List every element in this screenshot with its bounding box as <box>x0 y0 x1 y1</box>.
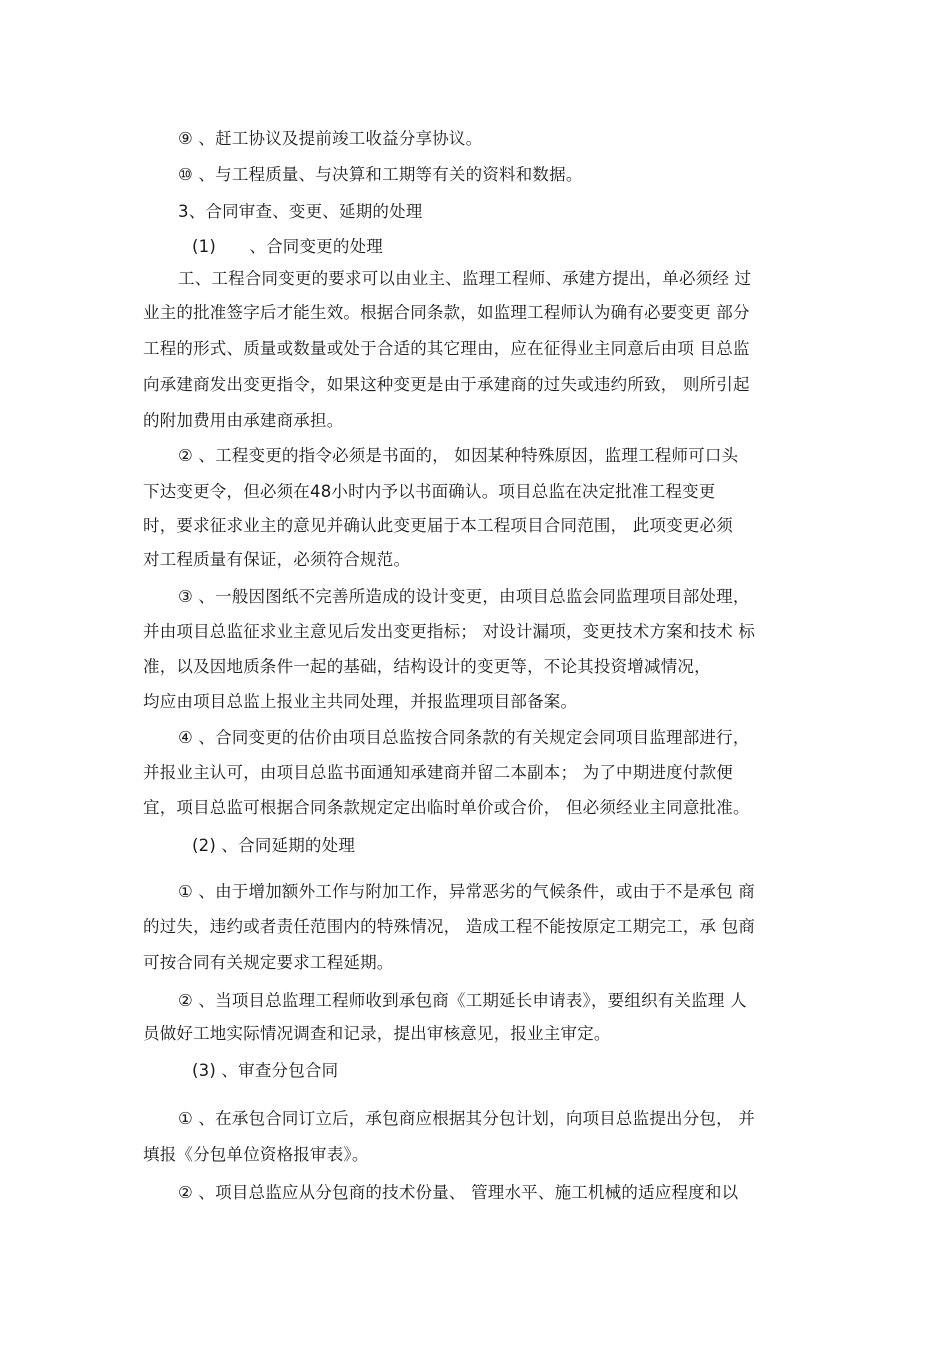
paragraph-line: 下达变更令，但必须在48小时内予以书面确认。项目总监在决定批准工程变更 <box>143 482 716 501</box>
paragraph-line: 可按合同有关规定要求工程延期。 <box>143 953 394 972</box>
subsection-heading-3: (3) 、审查分包合同 <box>192 1061 339 1080</box>
subsection-heading-1: (1) 、合同变更的处理 <box>192 237 383 256</box>
paragraph-line: 员做好工地实际情况调查和记录，提出审核意见，报业主审定。 <box>143 1024 611 1043</box>
paragraph-line: 工、工程合同变更的要求可以由业主、监理工程师、承建方提出，单必须经 过 <box>178 269 752 288</box>
paragraph-line: 宜，项目总监可根据合同条款规定定出临时单价或合价， 但必须经业主同意批准。 <box>143 798 750 817</box>
paragraph-line: ② 、项目总监应从分包商的技术份量、 管理水平、施工机械的适应程度和以 <box>178 1183 739 1202</box>
subsection-heading-2: (2) 、合同延期的处理 <box>192 836 356 855</box>
paragraph-line: 均应由项目总监上报业主共同处理，并报监理项目部备案。 <box>143 692 578 711</box>
paragraph-line: 并报业主认可，由项目总监书面通知承建商并留二本副本； 为了中期进度付款便 <box>143 763 733 782</box>
paragraph-line: 填报《分包单位资格报审表》。 <box>143 1145 369 1164</box>
paragraph-line: ② 、当项目总监理工程师收到承包商《工期延长申请表》，要组织有关监理 人 <box>178 991 747 1010</box>
paragraph-line: 时，要求征求业主的意见并确认此变更届于本工程项目合同范围， 此项变更必须 <box>143 516 733 535</box>
paragraph-line: ③ 、一般因图纸不完善所造成的设计变更，由项目总监会同监理项目部处理， <box>178 587 750 606</box>
paragraph-line: 工程的形式、质量或数量或处于合适的其它理由，应在征得业主同意后由项 目总监 <box>143 339 750 358</box>
list-item-10: ⑩ 、与工程质量、与决算和工期等有关的资料和数据。 <box>178 165 583 184</box>
paragraph-line: ④ 、合同变更的估价由项目总监按合同条款的有关规定会同项目监理部进行， <box>178 728 750 747</box>
paragraph-line: ① 、在承包合同订立后，承包商应根据其分包计划，向项目总监提出分包， 并 <box>178 1109 755 1128</box>
section-heading-3: 3、合同审查、变更、延期的处理 <box>178 202 423 221</box>
paragraph-line: ② 、工程变更的指令必须是书面的， 如因某种特殊原因，监理工程师可口头 <box>178 446 739 465</box>
paragraph-line: 的过失，违约或者责任范围内的特殊情况， 造成工程不能按原定工期完工，承 包商 <box>143 917 756 936</box>
paragraph-line: 业主的批准签字后才能生效。根据合同条款，如监理工程师认为确有必要变更 部分 <box>143 303 750 322</box>
paragraph-line: 向承建商发出变更指令，如果这种变更是由于承建商的过失或违约所致， 则所引起 <box>143 375 750 394</box>
paragraph-line: 的附加费用由承建商承担。 <box>143 411 344 430</box>
paragraph-line: 准，以及因地质条件一起的基础，结构设计的变更等，不论其投资增减情况， <box>143 657 711 676</box>
paragraph-line: ① 、由于增加额外工作与附加工作，异常恶劣的气候条件，或由于不是承包 商 <box>178 882 755 901</box>
paragraph-line: 对工程质量有保证，必须符合规范。 <box>143 550 411 569</box>
paragraph-line: 并由项目总监征求业主意见后发出变更指标； 对设计漏项，变更技术方案和技术 标 <box>143 622 756 641</box>
list-item-9: ⑨ 、赶工协议及提前竣工收益分享协议。 <box>178 129 483 148</box>
